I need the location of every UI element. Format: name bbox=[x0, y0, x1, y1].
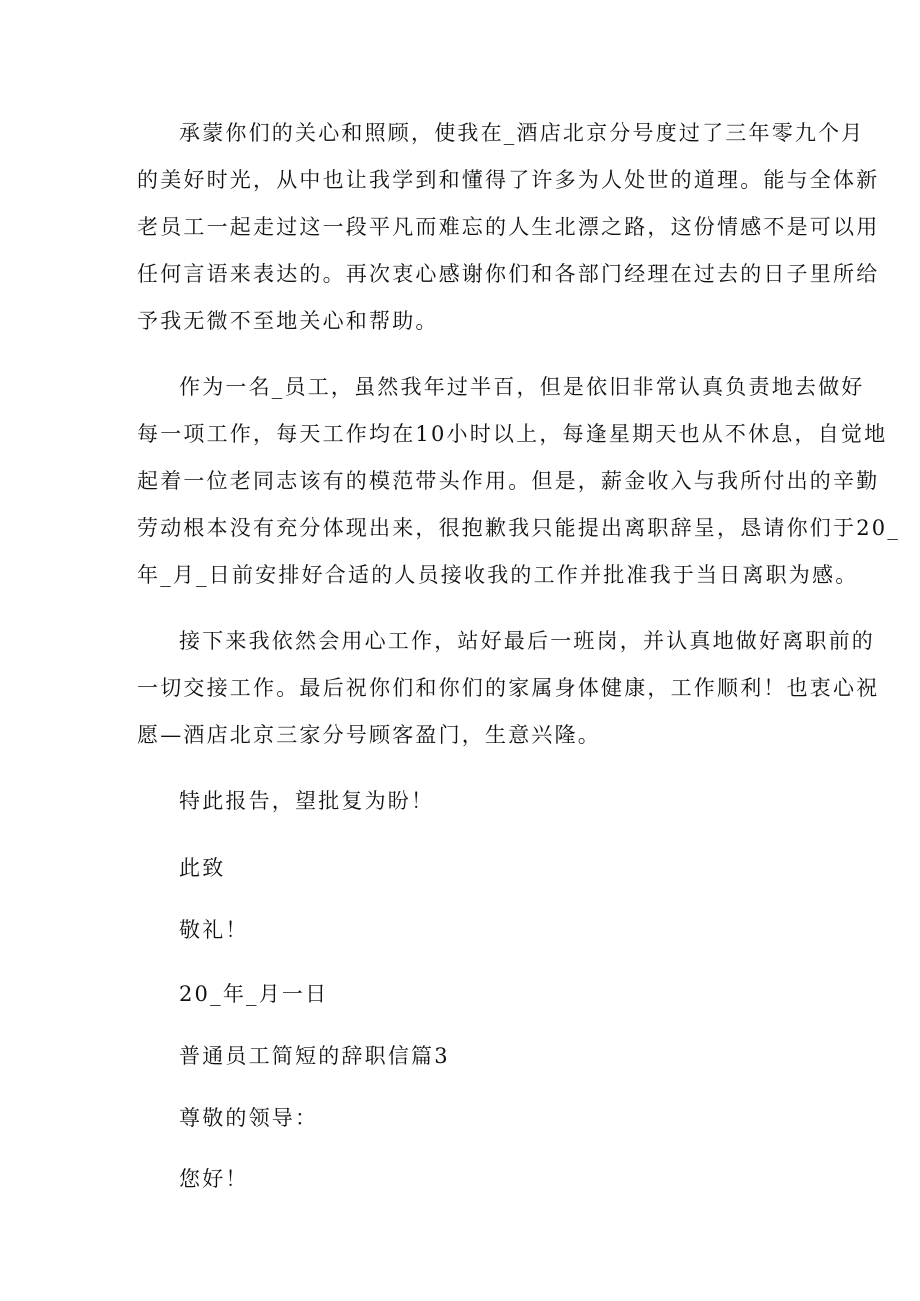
paragraph-3-line-3: 愿—酒店北京三家分号顾客盈门，生意兴隆。 bbox=[137, 723, 601, 747]
paragraph-1-line-4: 任何言语来表达的。再次衷心感谢你们和各部门经理在过去的日子里所给 bbox=[137, 262, 880, 286]
paragraph-1-line-5: 予我无微不至地关心和帮助。 bbox=[137, 309, 439, 333]
paragraph-2-line-3: 起着一位老同志该有的模范带头作用。但是，薪金收入与我所付出的辛勤 bbox=[137, 469, 880, 493]
paragraph-1-line-2: 的美好时光，从中也让我学到和懂得了许多为人处世的道理。能与全体新 bbox=[137, 168, 880, 192]
closing-date: 20_年_月一日 bbox=[179, 982, 329, 1006]
closing-regards: 敬礼！ bbox=[179, 918, 249, 942]
paragraph-3-line-1: 接下来我依然会用心工作，站好最后一班岗，并认真地做好离职前的 bbox=[179, 629, 875, 653]
paragraph-2-line-4: 劳动根本没有充分体现出来，很抱歉我只能提出离职辞呈，恳请你们于20_ bbox=[137, 516, 901, 540]
closing-salutation: 此致 bbox=[179, 856, 226, 880]
paragraph-2-line-2: 每一项工作，每天工作均在10小时以上，每逢星期天也从不休息，自觉地 bbox=[137, 422, 888, 446]
paragraph-1-line-1: 承蒙你们的关心和照顾，使我在_酒店北京分号度过了三年零九个月 bbox=[179, 121, 865, 145]
section-heading: 普通员工简短的辞职信篇3 bbox=[179, 1044, 450, 1068]
paragraph-2-line-1: 作为一名_员工，虽然我年过半百，但是依旧非常认真负责地去做好 bbox=[179, 375, 865, 399]
paragraph-3-line-2: 一切交接工作。最后祝你们和你们的家属身体健康，工作顺利！也衷心祝 bbox=[137, 676, 880, 700]
paragraph-1-line-3: 老员工一起走过这一段平凡而难忘的人生北漂之路，这份情感不是可以用 bbox=[137, 215, 880, 239]
paragraph-2-line-5: 年_月_日前安排好合适的人员接收我的工作并批准我于当日离职为感。 bbox=[137, 563, 859, 587]
greeting: 您好！ bbox=[179, 1167, 249, 1191]
closing-request: 特此报告，望批复为盼！ bbox=[179, 789, 435, 813]
addressee: 尊敬的领导： bbox=[179, 1106, 319, 1130]
